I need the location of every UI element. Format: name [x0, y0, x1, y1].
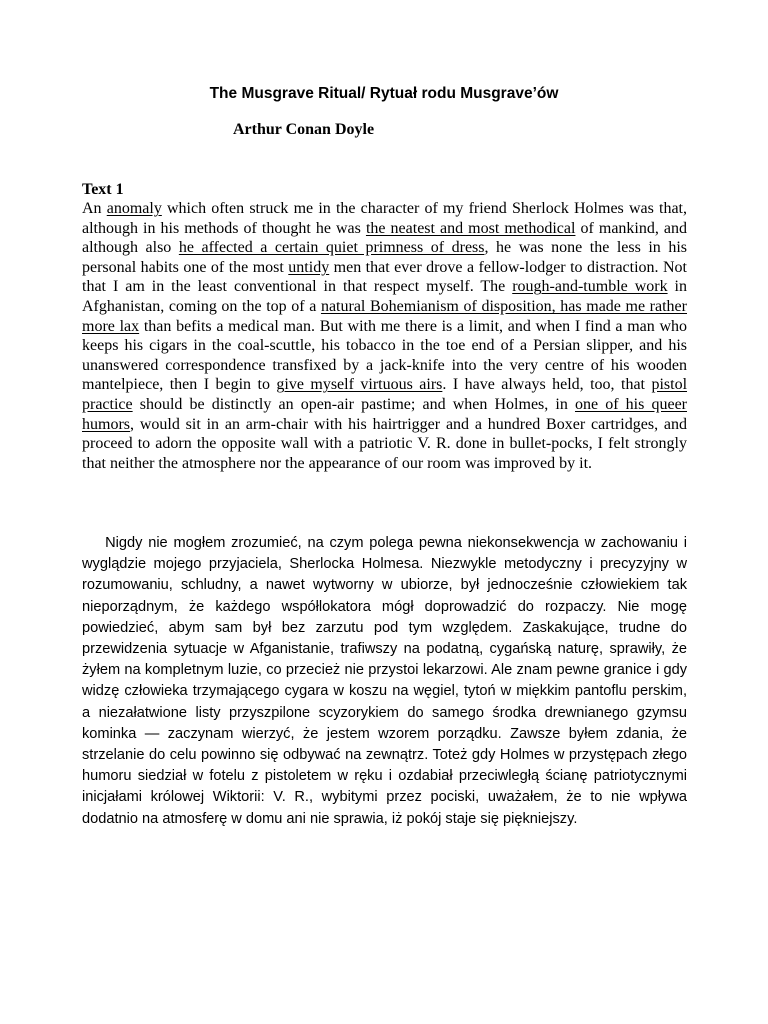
text-segment: than befits a medical man. But with me there is a limit, and when I find a man who keeps his cigars in the coal-scuttle, his tobacco in the toe end of a Persian slipper, and his unanswered correspondence transfixed by a jack-knife into the very centre of his wooden mantelpiece, then I begin to — [82, 317, 688, 394]
text-segment: , would sit in an arm-chair with his hairtrigger and a hundred Boxer cartridges, and proceed to adorn the opposite wall with a patriotic V. R. done in bullet-pocks, I felt strongly that neither the atmosphere nor the appearance of our room was improved by it. — [82, 415, 687, 472]
underlined-phrase: untidy — [288, 258, 330, 276]
text-segment: , he was none the less in his personal habits one of the most — [82, 239, 688, 276]
document-author: Arthur Conan Doyle — [233, 121, 375, 138]
text-segment: An — [82, 200, 107, 217]
section-heading: Text 1 — [82, 181, 124, 198]
polish-paragraph: Nigdy nie mogłem zrozumieć, na czym polega pewna niekonsekwencja w zachowaniu i wyglądzie mojego przyjaciela, Sherlocka Holmesa. Niezwykle metodyczny i precyzyjny w rozumowaniu, schludny, a nawet wytworny w ubiorze, był jednocześnie człowiekiem tak nieporządnym, że każdego współlokatora mógł doprowadzić do rozpaczy. Nie mogę powiedzieć, abym sam był bez zarzutu pod tym względem. Zaskakujące, trudne do przewidzenia sytuacje w Afganistanie, trafiwszy na podatną, cygańską naturę, sprawiły, że żyłem na kompletnym luzie, co przecież nie przystoi lekarzowi. Ale znam pewne granice i gdy widzę człowieka trzymającego cygara w koszu na węgiel, tytoń w miękkim pantoflu perskim, a niezałatwione listy przyszpilone scyzorykiem do samego środka drewnianego gzymsu kominka — zaczynam wierzyć, że jestem wzorem porządku. Zawsze byłem zdania, że strzelanie do celu powinno się odbywać na zewnątrz. Toteż gdy Holmes w przystępach złego humoru siedział w fotelu z pistoletem w ręku i ozdabiał przeciwległą ścianę patriotycznymi inicjałami królowej Wiktorii: V. R., wybitymi przez pociski, uważałem, że to nie wpływa dodatnio na atmosferę w domu ani nie sprawia, iż pokój staje się piękniejszy. — [82, 535, 692, 827]
underlined-phrase: give myself virtuous airs — [276, 376, 443, 394]
text-segment: should be distinctly an open-air pastime; and when Holmes, in — [132, 395, 575, 413]
underlined-phrase: rough-and-tumble work — [512, 278, 668, 296]
text-segment: men that ever drove a fellow-lodger to distraction. Not that I am in the least conventional in that respect myself. The — [82, 258, 688, 296]
text-segment: of mankind, and although also — [82, 219, 688, 257]
underlined-phrase: one of his queer humors — [82, 395, 688, 433]
underlined-phrase: the neatest and most methodical — [365, 219, 576, 237]
underlined-phrase: pistol practice — [82, 376, 688, 413]
underlined-phrase: he affected a certain quiet primness of dress — [178, 239, 485, 257]
english-paragraph — [82, 199, 687, 473]
underlined-phrase: anomaly — [106, 200, 162, 217]
document-title: The Musgrave Ritual/ Rytuał rodu Musgrave’ów — [209, 85, 559, 102]
text-segment: in Afghanistan, coming on the top of a — [82, 278, 687, 315]
underlined-phrase: natural Bohemianism of disposition, has made me rather more lax — [82, 297, 687, 335]
text-segment: . I have always held, too, that — [442, 376, 652, 394]
text-segment: which often struck me in the character of my friend Sherlock Holmes was that, although in his methods of thought he was — [82, 200, 687, 237]
